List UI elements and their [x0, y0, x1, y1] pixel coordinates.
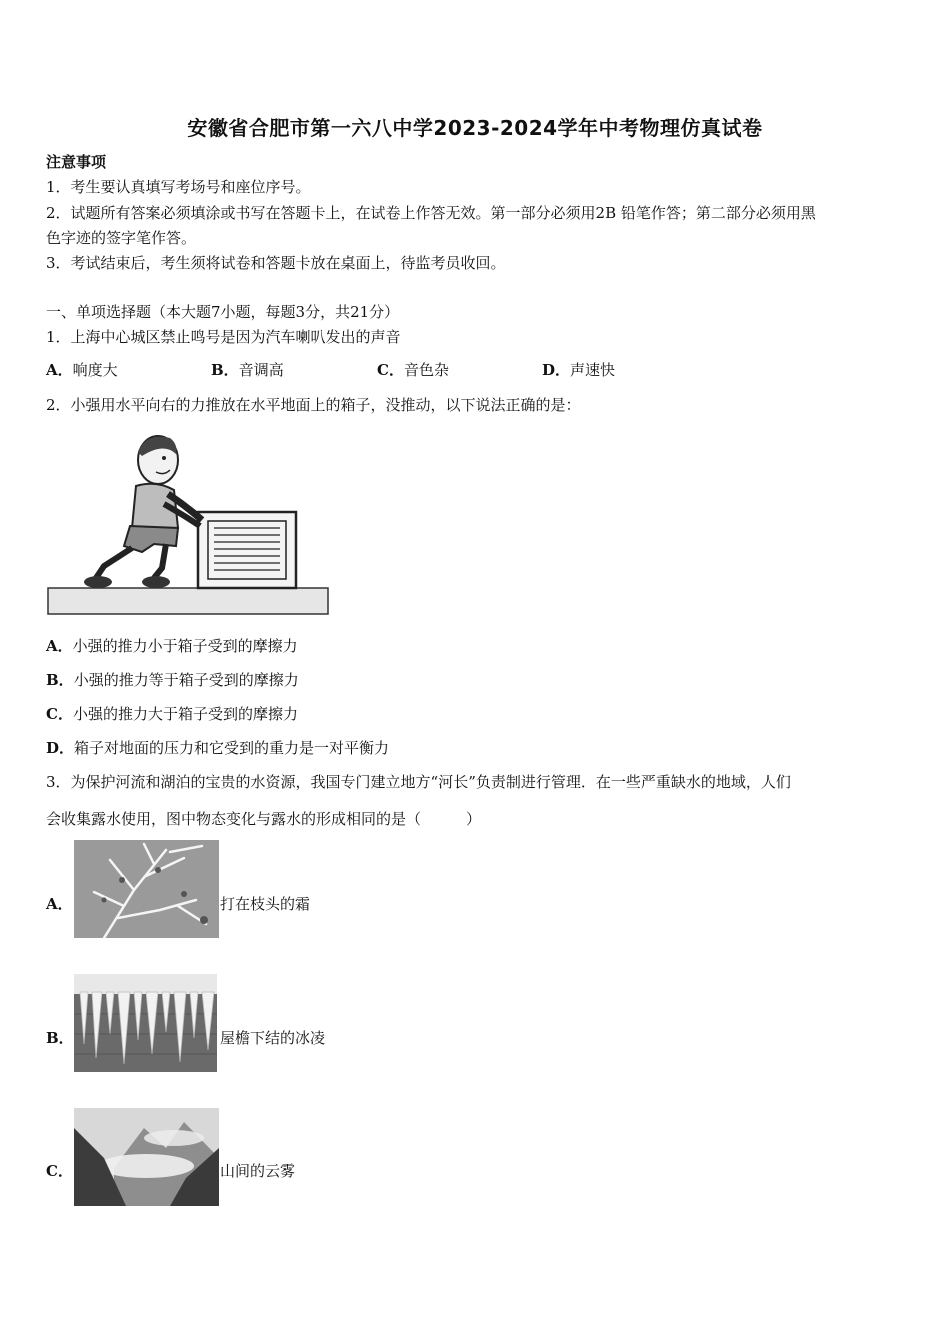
q3-option-c-caption: 山间的云雾 — [220, 1162, 296, 1180]
notice-item-1: 1．考生要认真填写考场号和座位序号。 — [46, 178, 311, 196]
q3-option-a-caption: 打在枝头的霜 — [220, 895, 311, 913]
q3-stem-line1: 3．为保护河流和湖泊的宝贵的水资源，我国专门建立地方“河长”负责制进行管理．在一些严重缺水的地域，人们 — [46, 773, 791, 791]
section-heading: 一、单项选择题（本大题7小题，每题3分，共21分） — [46, 303, 400, 321]
q1-option-a: A．响度大 — [46, 361, 118, 379]
q2-option-a: A．小强的推力小于箱子受到的摩擦力 — [46, 637, 298, 655]
mountain-clouds-image — [74, 1108, 219, 1206]
q2-option-d: D．箱子对地面的压力和它受到的重力是一对平衡力 — [46, 739, 390, 757]
q2-stem: 2．小强用水平向右的力推放在水平地面上的箱子，没推动，以下说法正确的是： — [46, 396, 581, 414]
q1-options — [46, 359, 646, 381]
q1-stem: 1．上海中心城区禁止鸣号是因为汽车喇叭发出的声音 — [46, 328, 401, 346]
q1-option-b: B．音调高 — [211, 361, 284, 379]
q3-option-c-letter: C． — [46, 1162, 73, 1180]
notice-item-2-cont: 色字迹的签字笔作答。 — [46, 229, 197, 247]
q3-stem-line2: 会收集露水使用，图中物态变化与露水的形成相同的是（ ） — [46, 810, 482, 828]
q3-option-b-caption: 屋檐下结的冰凌 — [220, 1029, 326, 1047]
notice-heading: 注意事项 — [46, 153, 107, 171]
page-title: 安徽省合肥市第一六八中学2023-2024学年中考物理仿真试卷 — [187, 116, 763, 140]
q2-option-c: C．小强的推力大于箱子受到的摩擦力 — [46, 705, 298, 723]
q1-option-c: C．音色杂 — [377, 361, 449, 379]
q1-option-d: D．声速快 — [542, 361, 616, 379]
q2-option-b: B．小强的推力等于箱子受到的摩擦力 — [46, 671, 299, 689]
boy-pushing-box-figure — [46, 428, 331, 618]
icicles-eaves-image — [74, 974, 217, 1072]
q3-option-a-letter: A． — [46, 895, 73, 913]
notice-item-2: 2．试题所有答案必须填涂或书写在答题卡上，在试卷上作答无效。第一部分必须用2B 铅笔作答；第二部分必须用黑 — [46, 204, 816, 222]
frost-branch-image — [74, 840, 219, 938]
notice-item-3: 3．考试结束后，考生须将试卷和答题卡放在桌面上，待监考员收回。 — [46, 254, 506, 272]
q3-option-b-letter: B． — [46, 1029, 74, 1047]
